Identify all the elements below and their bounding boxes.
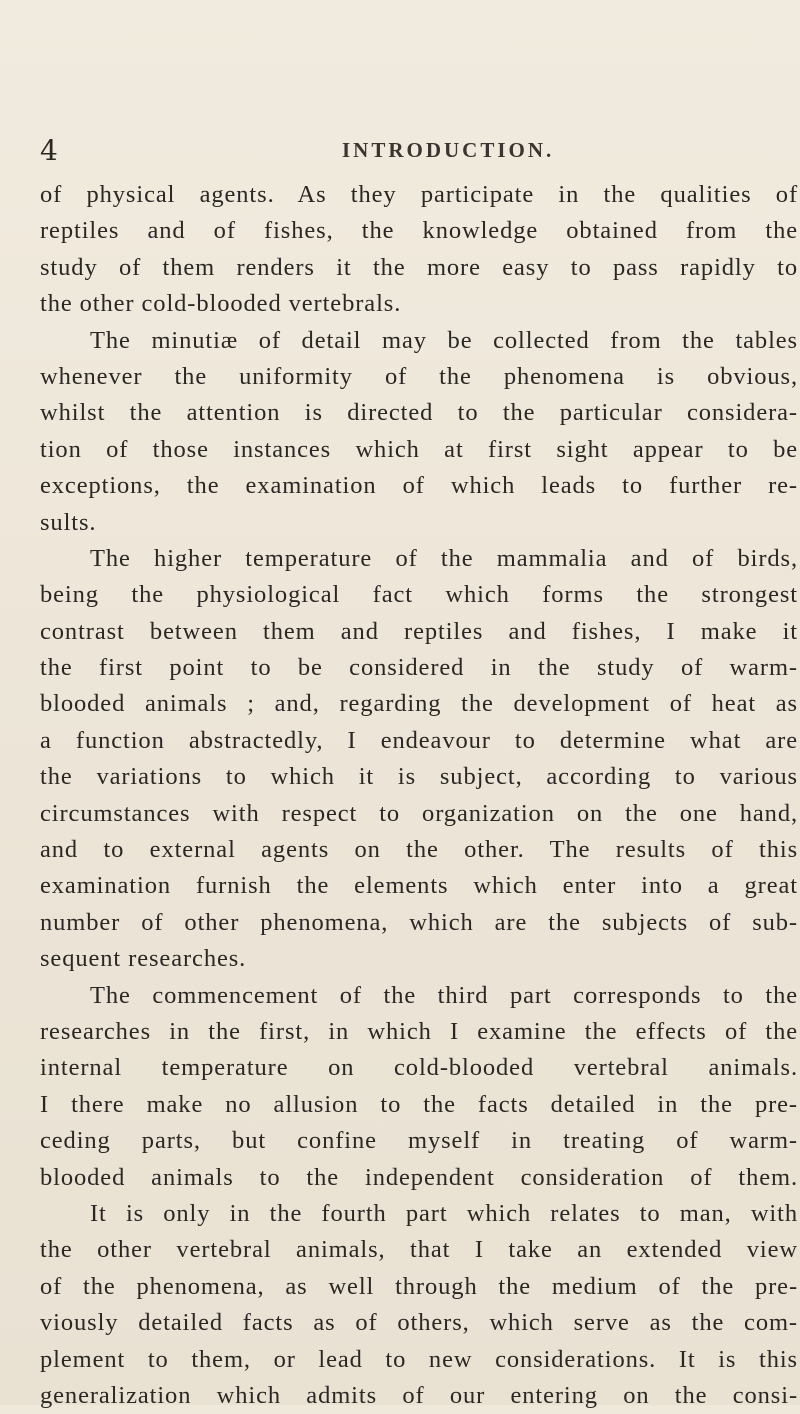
text-line: number of other phenomena, which are the subjects of sub-: [40, 908, 798, 936]
body-text: [40, 177, 798, 1414]
page-number: 4: [40, 134, 58, 167]
text-line: The minutiæ of detail may be collected from the tables: [90, 326, 798, 354]
text-line: the variations to which it is subject, according to various: [40, 763, 798, 791]
text-line: sequent researches.: [40, 945, 247, 973]
text-line: plement to them, or lead to new considerations. It is this: [40, 1345, 798, 1373]
text-line: of the phenomena, as well through the medium of the pre-: [40, 1272, 798, 1300]
text-line: blooded animals ; and, regarding the development of heat as: [40, 690, 798, 718]
text-line: of physical agents. As they participate in the qualities of: [40, 181, 798, 208]
text-line: tion of those instances which at first sight appear to be: [40, 435, 798, 463]
text-line: blooded animals to the independent consideration of them.: [40, 1163, 798, 1191]
text-line: internal temperature on cold-blooded vertebral animals.: [40, 1054, 798, 1082]
text-line: the other vertebral animals, that I take an extended view: [40, 1236, 798, 1264]
text-line: generalization which admits of our entering on the consi-: [40, 1381, 798, 1409]
text-line: researches in the first, in which I examine the effects of the: [40, 1017, 798, 1045]
text-line: ceding parts, but confine myself in treating of warm-: [40, 1127, 798, 1155]
text-line: contrast between them and reptiles and fishes, I make it: [40, 617, 798, 645]
text-line: and to external agents on the other. The results of this: [40, 836, 798, 864]
text-line: whenever the uniformity of the phenomena is obvious,: [40, 362, 798, 390]
text-line: exceptions, the examination of which leads to further re-: [40, 472, 798, 500]
text-line: being the physiological fact which forms the strongest: [40, 581, 798, 609]
text-line: sults.: [40, 508, 97, 536]
text-line: whilst the attention is directed to the particular considera-: [40, 399, 798, 427]
text-line: the first point to be considered in the study of warm-: [40, 654, 798, 682]
page-header: [40, 134, 800, 174]
running-head: INTRODUCTION.: [342, 138, 555, 162]
text-line: circumstances with respect to organization on the one hand,: [40, 799, 798, 827]
text-line: the other cold-blooded vertebrals.: [40, 290, 402, 318]
text-line: examination furnish the elements which enter into a great: [40, 872, 798, 900]
text-line: reptiles and of fishes, the knowledge obtained from the: [40, 217, 798, 245]
text-line: viously detailed facts as of others, which serve as the com-: [40, 1309, 798, 1337]
text-line: a function abstractedly, I endeavour to determine what are: [40, 726, 798, 754]
text-line: study of them renders it the more easy to pass rapidly to: [40, 253, 798, 281]
text-line: The commencement of the third part corresponds to the: [90, 981, 798, 1009]
text-line: It is only in the fourth part which relates to man, with: [90, 1199, 798, 1227]
text-line: The higher temperature of the mammalia and of birds,: [90, 544, 798, 572]
text-line: I there make no allusion to the facts detailed in the pre-: [40, 1090, 798, 1118]
